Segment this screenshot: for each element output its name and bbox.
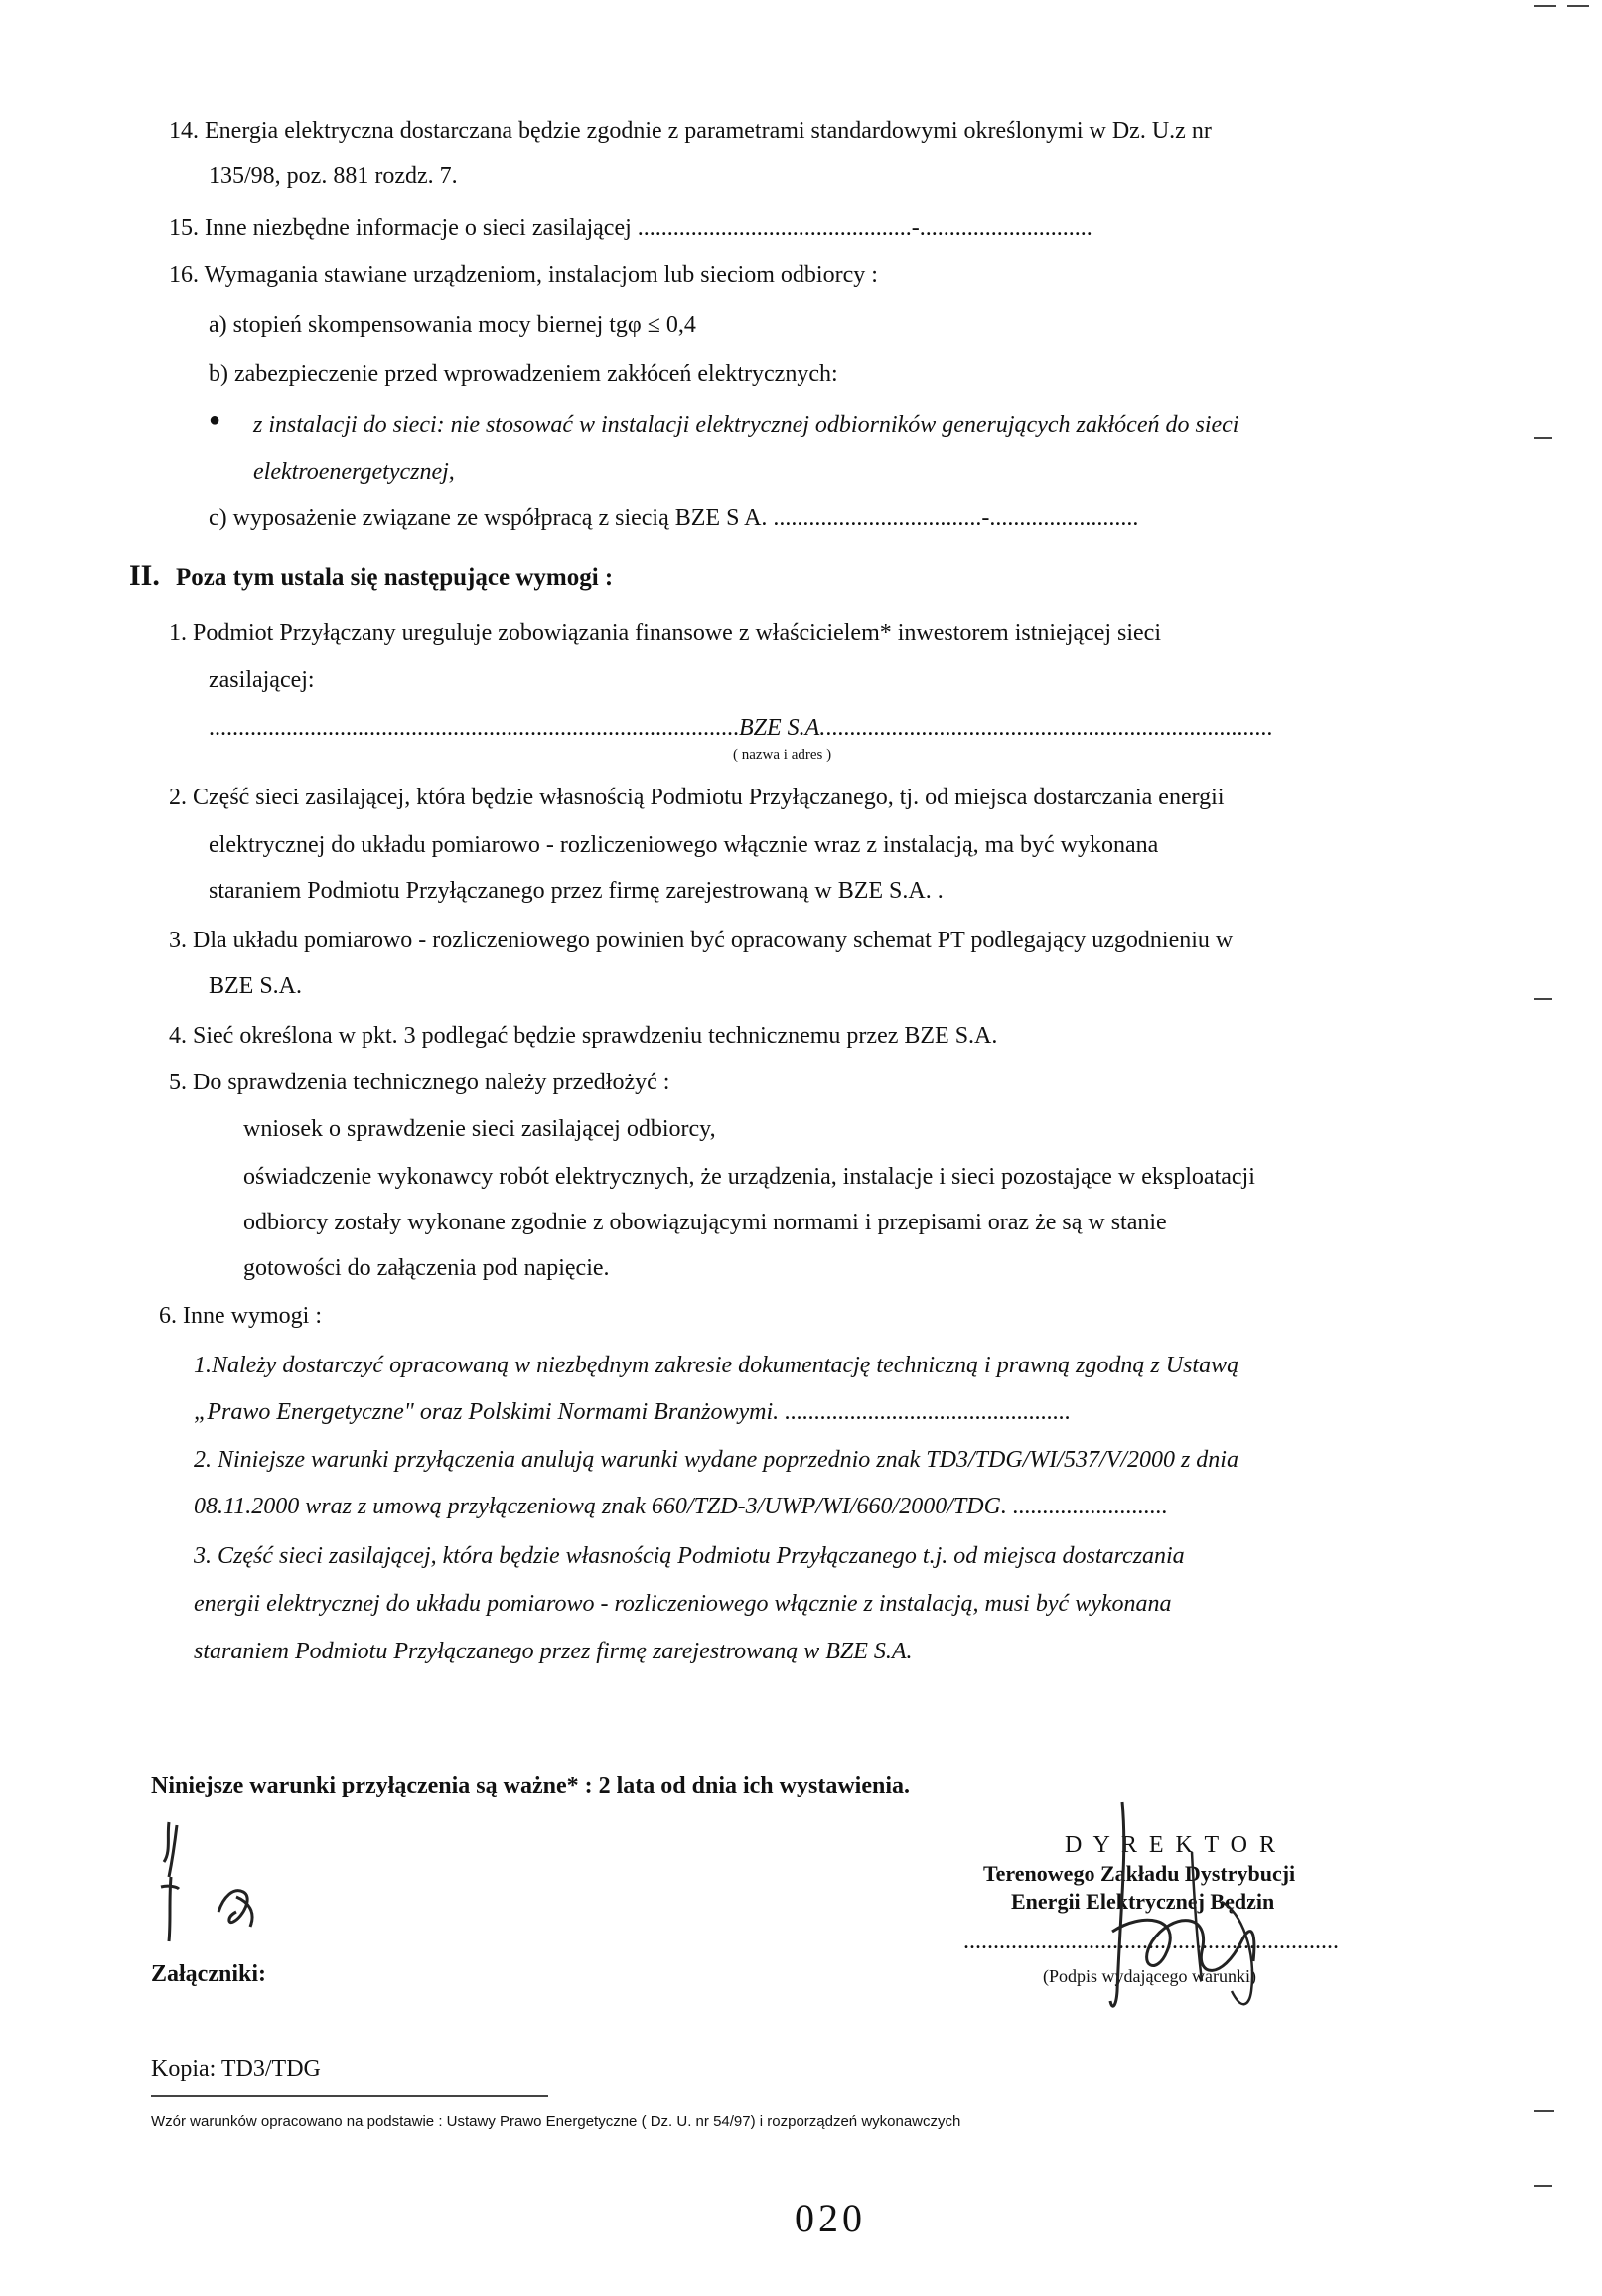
scan-mark bbox=[1567, 5, 1589, 7]
requirement-1-line-1: 1.Należy dostarczyć opracowaną w niezbędnym zakresie dokumentację techniczną i prawną zgodną z Ustawą bbox=[194, 1353, 1239, 1378]
signature-line: ............................................................... bbox=[963, 1929, 1339, 1954]
copy-label: Kopia: TD3/TDG bbox=[151, 2056, 321, 2081]
point-2-line-3: staraniem Podmiotu Przyłączanego przez firmę zarejestrowaną w BZE S.A. . bbox=[209, 878, 944, 904]
scan-mark bbox=[1534, 998, 1552, 1000]
item-16-a: a) stopień skompensowania mocy biernej tgφ ≤ 0,4 bbox=[209, 312, 696, 338]
footnote-divider bbox=[151, 2095, 548, 2097]
bullet-icon: ● bbox=[209, 409, 221, 431]
point-4: 4. Sieć określona w pkt. 3 podlegać będzie sprawdzeniu technicznemu przez BZE S.A. bbox=[169, 1023, 998, 1049]
requirement-2-line-1: 2. Niniejsze warunki przyłączenia anulują warunki wydane poprzednio znak TD3/TDG/WI/537/V/2000 z dnia bbox=[194, 1447, 1238, 1473]
entity-name: BZE S.A. bbox=[739, 715, 826, 741]
point-3-line-1: 3. Dla układu pomiarowo - rozliczeniowego powinien być opracowany schemat PT podlegający uzgodnieniu w bbox=[169, 928, 1234, 953]
stamp-line-2: Terenowego Zakładu Dystrybucji bbox=[983, 1861, 1296, 1886]
section-ii-title: Poza tym ustala się następujące wymogi : bbox=[176, 564, 614, 591]
point-3-line-2: BZE S.A. bbox=[209, 973, 303, 999]
point-1-caption: ( nazwa i adres ) bbox=[733, 747, 832, 763]
requirement-3-line-3: staraniem Podmiotu Przyłączanego przez firmę zarejestrowaną w BZE S.A. bbox=[194, 1639, 913, 1664]
footnote: Wzór warunków opracowano na podstawie : Ustawy Prawo Energetyczne ( Dz. U. nr 54/97) i rozporządzeń wykonawczych bbox=[151, 2113, 961, 2130]
point-1-fill bbox=[209, 713, 1272, 743]
fill-dots-left: ......................................................................................... bbox=[209, 715, 739, 741]
point-1-line-2: zasilającej: bbox=[209, 667, 315, 693]
point-6: 6. Inne wymogi : bbox=[159, 1303, 322, 1329]
item-16: 16. Wymagania stawiane urządzeniom, instalacjom lub sieciom odbiorcy : bbox=[169, 262, 878, 288]
bullet-text-line-2: elektroenergetycznej, bbox=[253, 459, 455, 485]
director-signature bbox=[1083, 1793, 1311, 2021]
fill-dots-right: ........................................................................... bbox=[825, 715, 1273, 741]
item-16-b: b) zabezpieczenie przed wprowadzeniem zakłóceń elektrycznych: bbox=[209, 361, 838, 387]
point-5-item-2-line-2: odbiorcy zostały wykonane zgodnie z obowiązującymi normami i przepisami oraz że są w stanie bbox=[243, 1210, 1167, 1235]
requirement-1-line-2: „Prawo Energetyczne" oraz Polskimi Normami Branżowymi. ................................................ bbox=[194, 1399, 1072, 1425]
requirement-3-line-2: energii elektrycznej do układu pomiarowo - rozliczeniowego włącznie z instalacją, musi być wykonana bbox=[194, 1591, 1172, 1617]
validity-statement: Niniejsze warunki przyłączenia są ważne* : 2 lata od dnia ich wystawienia. bbox=[151, 1773, 910, 1798]
stamp-title: D Y R E K T O R bbox=[1065, 1832, 1279, 1858]
signature-caption: (Podpis wydającego warunki) bbox=[1043, 1966, 1256, 1986]
point-5-item-2-line-3: gotowości do załączenia pod napięcie. bbox=[243, 1255, 610, 1281]
item-15: 15. Inne niezbędne informacje o sieci zasilającej ..............................................-............................. bbox=[169, 215, 1092, 241]
page-number: 020 bbox=[795, 2196, 866, 2240]
bullet-text-line-1: z instalacji do sieci: nie stosować w instalacji elektrycznej odbiorników generujących zakłóceń do sieci bbox=[253, 412, 1239, 438]
point-2-line-2: elektrycznej do układu pomiarowo - rozliczeniowego włącznie wraz z instalacją, ma być wykonana bbox=[209, 832, 1159, 858]
point-5: 5. Do sprawdzenia technicznego należy przedłożyć : bbox=[169, 1070, 670, 1095]
scan-mark bbox=[1534, 2110, 1554, 2112]
requirement-2-line-2: 08.11.2000 wraz z umową przyłączeniową znak 660/TZD-3/UWP/WI/660/2000/TDG. .......................... bbox=[194, 1494, 1168, 1519]
item-16-c: c) wyposażenie związane ze współpracą z siecią BZE S A. ...................................-......................... bbox=[209, 505, 1139, 531]
initials-signature bbox=[149, 1817, 278, 1946]
point-1-line-1: 1. Podmiot Przyłączany ureguluje zobowiązania finansowe z właścicielem* inwestorem istniejącej sieci bbox=[169, 620, 1161, 646]
item-14-line-2: 135/98, poz. 881 rozdz. 7. bbox=[209, 163, 458, 189]
scan-mark bbox=[1534, 2185, 1552, 2187]
scan-mark bbox=[1534, 437, 1552, 439]
point-2-line-1: 2. Część sieci zasilającej, która będzie własnością Podmiotu Przyłączanego, tj. od miejsca dostarczania energii bbox=[169, 785, 1225, 810]
attachments-label: Załączniki: bbox=[151, 1961, 267, 1987]
item-14-line-1: 14. Energia elektryczna dostarczana będzie zgodnie z parametrami standardowymi określonymi w Dz. U.z nr bbox=[169, 118, 1212, 144]
scan-mark bbox=[1534, 5, 1556, 7]
section-ii-number: II. bbox=[129, 559, 160, 592]
point-5-item-1: wniosek o sprawdzenie sieci zasilającej odbiorcy, bbox=[243, 1116, 716, 1142]
requirement-3-line-1: 3. Część sieci zasilającej, która będzie własnością Podmiotu Przyłączanego t.j. od miejsca dostarczania bbox=[194, 1543, 1185, 1569]
stamp-line-3: Energii Elektrycznej Będzin bbox=[1011, 1889, 1275, 1914]
point-5-item-2-line-1: oświadczenie wykonawcy robót elektrycznych, że urządzenia, instalacje i sieci pozostające w eksploatacji bbox=[243, 1164, 1255, 1190]
